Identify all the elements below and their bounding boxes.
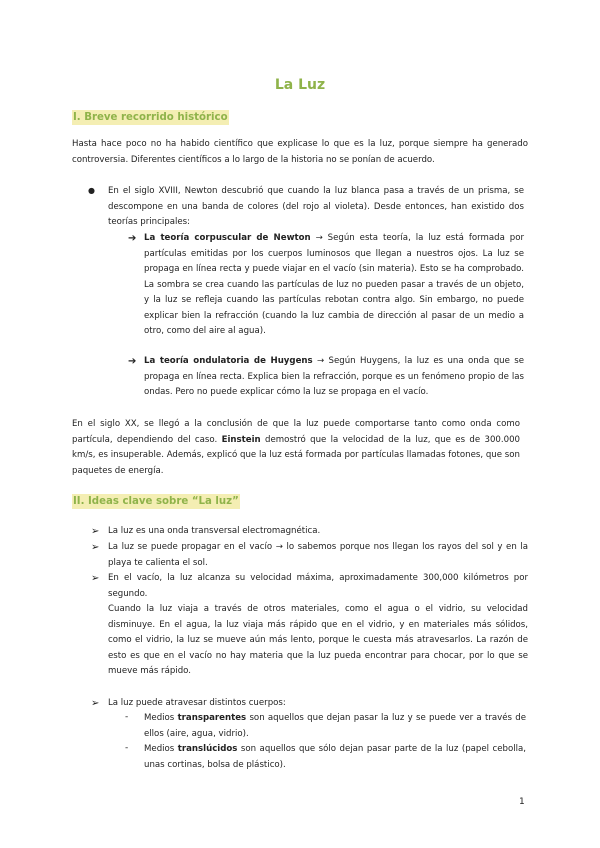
dash-bullet-icon: - xyxy=(125,712,129,722)
arrowhead-bullet-icon: ➢ xyxy=(91,526,100,537)
key-idea-1: La luz es una onda transversal electromagnética. xyxy=(108,526,321,536)
page-number: 1 xyxy=(519,797,525,807)
closing-text-b: demostró que la velocidad de la luz, que es de 300.000 km/s, es insuperable. Además, explicó que la luz está formada por partículas llamadas fotones, que son paquetes de energía. xyxy=(72,434,521,476)
intro-paragraph: Hasta hace poco no ha habido científico que explicase lo que es la luz, porque siempre ha generado controversia. Diferentes científicos a lo largo de la historia no se ponían de acuerdo. xyxy=(72,139,528,165)
theory-corpuscular xyxy=(144,231,524,340)
sub-2-bold: translúcidos xyxy=(177,744,238,754)
theory-2-text: → Según Huygens, la luz es una onda que se propaga en línea recta. Explica bien la refracción, porque es un fenómeno propio de las ondas. Pero no puede explicar cómo la luz se propaga en el vacío. xyxy=(144,356,525,397)
transparent-media xyxy=(144,711,526,742)
closing-paragraph xyxy=(72,417,520,479)
key-idea-3 xyxy=(108,571,528,680)
arrow-right-icon: ➔ xyxy=(128,233,137,244)
key-idea-3-b: Cuando la luz viaja a través de otros materiales, como el agua o el vidrio, su velocidad disminuye. En el agua, la luz viaja más rápido que en el vidrio, y en materiales más sólidos, como el vidrio, la luz se mueve aún más lento, porque le cuesta más atravesarlos. La razón de esto es que en el vacío no hay materia que la luz pueda encontrar para chocar, por lo que se mueve más rápido. xyxy=(108,604,528,676)
dash-bullet-icon: - xyxy=(125,743,129,753)
closing-text-a: En el siglo XX, se llegó a la conclusión de que la luz puede comportarse tanto como onda como partícula, dependiendo del caso. xyxy=(72,419,520,445)
key-idea-4: La luz puede atravesar distintos cuerpos: xyxy=(108,698,286,708)
sub-2-post: son aquellos que sólo dejan pasar parte de la luz (papel cebolla, unas cortinas, bolsa de plástico). xyxy=(144,744,527,770)
theory-1-text: → Según esta teoría, la luz está formada por partículas emitidas por los cuerpos luminosos que llegan a nuestros ojos. La luz se propaga en línea recta y puede viajar en el vacío (sin materia). Esto se ha comprobado. La sombra se crea cuando las partículas de luz no pueden pasar a través de un objeto, y la luz se refleja cuando las partículas rebotan contra algo. Sin embargo, no puede explicar bien la refracción (cuando la luz cambia de dirección al pasar de un medio a otro, como del aire al agua). xyxy=(144,233,524,336)
key-idea-2: La luz se puede propagar en el vacío → lo sabemos porque nos llegan los rayos del sol y en la playa te calienta el sol. xyxy=(108,542,528,568)
arrow-right-icon: ➔ xyxy=(128,356,137,367)
section-2-heading: II. Ideas clave sobre “La luz” xyxy=(73,496,239,507)
arrowhead-bullet-icon: ➢ xyxy=(91,542,100,553)
theory-wave xyxy=(144,354,524,401)
newton-bullet: En el siglo XVIII, Newton descubrió que cuando la luz blanca pasa a través de un prisma, se descompone en una banda de colores (del rojo al violeta). Desde entonces, han existido dos teorías principales: xyxy=(108,186,524,227)
sub-2-pre: Medios xyxy=(144,744,175,754)
sub-1-post: son aquellos que dejan pasar la luz y se puede ver a través de ellos (aire, agua, vidrio). xyxy=(144,713,527,739)
section-1-heading: I. Breve recorrido histórico xyxy=(73,112,228,123)
translucent-media xyxy=(144,742,526,773)
page-title: La Luz xyxy=(274,77,326,93)
arrowhead-bullet-icon: ➢ xyxy=(91,573,100,584)
sub-1-bold: transparentes xyxy=(177,713,247,723)
theory-1-name: La teoría corpuscular de Newton xyxy=(144,233,311,243)
key-idea-3-a: En el vacío, la luz alcanza su velocidad máxima, aproximadamente 300,000 kilómetros por segundo. xyxy=(108,573,528,599)
bullet-dot-icon: ● xyxy=(88,186,95,195)
einstein-name: Einstein xyxy=(221,434,261,445)
arrowhead-bullet-icon: ➢ xyxy=(91,698,100,709)
sub-1-pre: Medios xyxy=(144,713,175,723)
theory-2-name: La teoría ondulatoria de Huygens xyxy=(144,356,313,366)
